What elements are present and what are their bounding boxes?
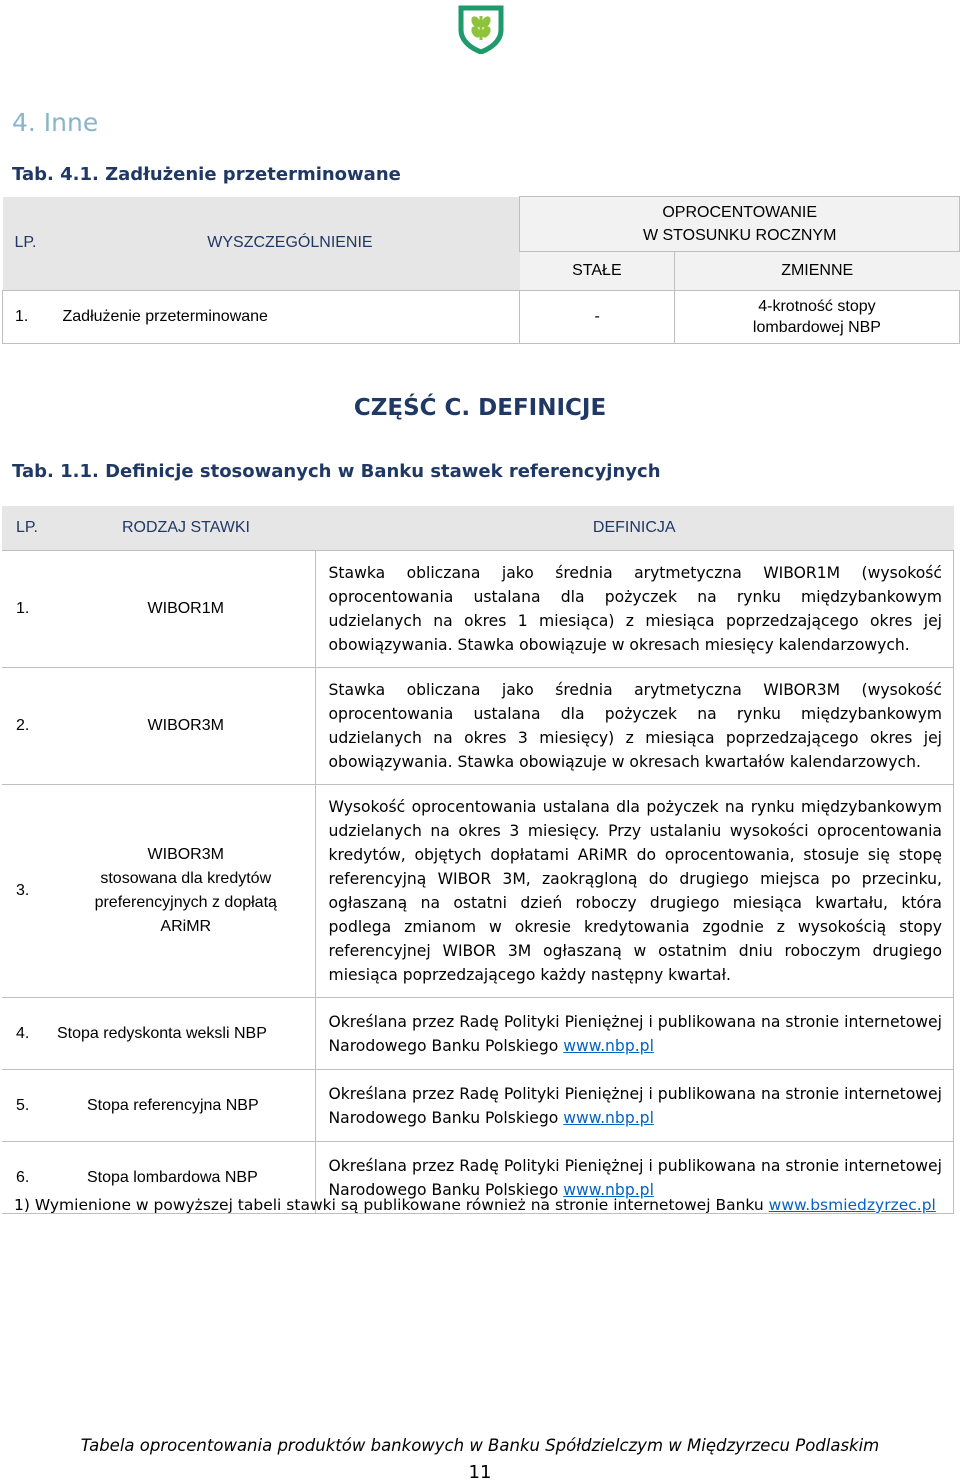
header-description-label: WYSZCZEGÓLNIENIE — [207, 234, 373, 252]
rate-name-line: WIBOR1M — [147, 600, 224, 617]
row-variable-line1: 4-krotność stopy — [758, 298, 876, 315]
table-row — [2, 785, 954, 998]
row-rate-name — [57, 785, 315, 998]
header-rate — [520, 197, 960, 252]
table-row — [2, 668, 954, 785]
definition-text: Określana przez Radę Polityki Pieniężnej i publikowana na stronie internetowej Narodowego Banku Polskiego — [328, 1156, 942, 1199]
row-lp: 2. — [2, 668, 57, 785]
row-rate-name — [57, 1070, 315, 1142]
rate-name-line: WIBOR3M — [147, 717, 224, 734]
rate-name-line: ARiMR — [160, 918, 212, 935]
table2-title: Tab. 1.1. Definicje stosowanych w Banku stawek referencyjnych — [12, 461, 661, 482]
header-fixed: STAŁE — [520, 252, 675, 291]
part-title: CZĘŚĆ C. DEFINICJE — [353, 395, 607, 421]
nbp-link[interactable]: www.nbp.pl — [563, 1108, 654, 1127]
header-rate-line1: OPROCENTOWANIE — [662, 204, 818, 221]
row-lp: 1. — [2, 551, 57, 668]
header-variable: ZMIENNE — [674, 252, 959, 291]
row-rate-name — [57, 998, 315, 1070]
bank-logo-icon — [455, 4, 507, 54]
row-lp: 3. — [2, 785, 57, 998]
row-variable-line2: lombardowej NBP — [752, 319, 881, 336]
rate-name-line: Stopa referencyjna NBP — [87, 1096, 259, 1114]
table-row — [2, 998, 954, 1070]
definition-text: Określana przez Radę Polityki Pieniężnej i publikowana na stronie internetowej Narodowego Banku Polskiego — [328, 1012, 942, 1055]
rate-name-line: Stopa redyskonta weksli NBP — [57, 1024, 267, 1042]
row-lp: 4. — [2, 998, 57, 1070]
header-rate-line2: W STOSUNKU ROCZNYM — [642, 227, 837, 244]
rate-name-line: Stopa lombardowa NBP — [87, 1168, 258, 1186]
nbp-link[interactable]: www.nbp.pl — [563, 1180, 654, 1199]
row-rate-name — [57, 668, 315, 785]
section-heading: 4. Inne — [12, 108, 99, 137]
nbp-link[interactable]: www.nbp.pl — [563, 1036, 654, 1055]
page-number: 11 — [468, 1462, 492, 1483]
row-variable — [674, 291, 959, 344]
row-description: Zadłużenie przeterminowane — [61, 291, 520, 344]
header-lp: LP. — [2, 506, 57, 551]
rate-name-line: preferencyjnych z dopłatą — [94, 894, 277, 911]
header-description — [61, 197, 520, 291]
table-row — [3, 291, 960, 344]
row-definition: Stawka obliczana jako średnia arytmetyczna WIBOR1M (wysokość oprocentowania ustalana dla pożyczek na rynku międzybankowym udzielanych na okres 1 miesiąca) z miesiąca poprzedzającego okres jej obowiązywania. Stawka obowiązuje w okresach miesięcy kalendarzowych. — [315, 551, 954, 668]
rate-name-line: WIBOR3M — [147, 846, 224, 863]
footnote-text: 1) Wymienione w powyższej tabeli stawki są publikowane również na stronie internetowej Banku — [14, 1196, 769, 1214]
row-lp: 1. — [3, 291, 61, 344]
row-definition — [315, 1070, 954, 1142]
overdue-debt-table — [2, 196, 960, 344]
footnote — [14, 1196, 936, 1214]
rate-name-line: stosowana dla kredytów — [100, 870, 272, 887]
row-fixed: - — [520, 291, 675, 344]
row-definition: Wysokość oprocentowania ustalana dla pożyczek na rynku międzybankowym udzielanych na okres 3 miesięcy. Przy ustalaniu wysokości oprocentowania kredytów, objętych dopłatami ARiMR do oprocentowania, stosuje się stopę referencyjną WIBOR 3M, zaokrągloną do drugiego miejsca po przecinku, ogłaszaną na ostatni dzień roboczy drugiego miesiąca kwartału, która podlega zmianom w okresie kredytowania zgodnie z wysokością stopy referencyjnej WIBOR 3M ogłaszaną w ostatnim dniu roboczym drugiego miesiąca poprzedzającego każdy następny kwartał. — [315, 785, 954, 998]
row-lp: 6. — [2, 1142, 57, 1214]
page-footer: Tabela oprocentowania produktów bankowych w Banku Spółdzielczym w Międzyrzecu Podlaskim — [80, 1436, 880, 1455]
reference-rates-table — [2, 506, 954, 1214]
definition-text: Określana przez Radę Polityki Pieniężnej i publikowana na stronie internetowej Narodowego Banku Polskiego — [328, 1084, 942, 1127]
header-lp: LP. — [3, 197, 61, 291]
table-row — [2, 551, 954, 668]
table-row — [2, 1070, 954, 1142]
row-lp: 5. — [2, 1070, 57, 1142]
header-rate-type: RODZAJ STAWKI — [57, 506, 315, 551]
bank-website-link[interactable]: www.bsmiedzyrzec.pl — [768, 1196, 936, 1214]
row-definition: Stawka obliczana jako średnia arytmetyczna WIBOR3M (wysokość oprocentowania ustalana dla pożyczek na rynku międzybankowym udzielanych na okres 3 miesięcy) z miesiąca poprzedzającego okres jej obowiązywania. Stawka obowiązuje w okresach kwartałów kalendarzowych. — [315, 668, 954, 785]
header-definition: DEFINICJA — [315, 506, 954, 551]
row-definition — [315, 998, 954, 1070]
table1-title: Tab. 4.1. Zadłużenie przeterminowane — [12, 164, 401, 185]
row-rate-name — [57, 551, 315, 668]
